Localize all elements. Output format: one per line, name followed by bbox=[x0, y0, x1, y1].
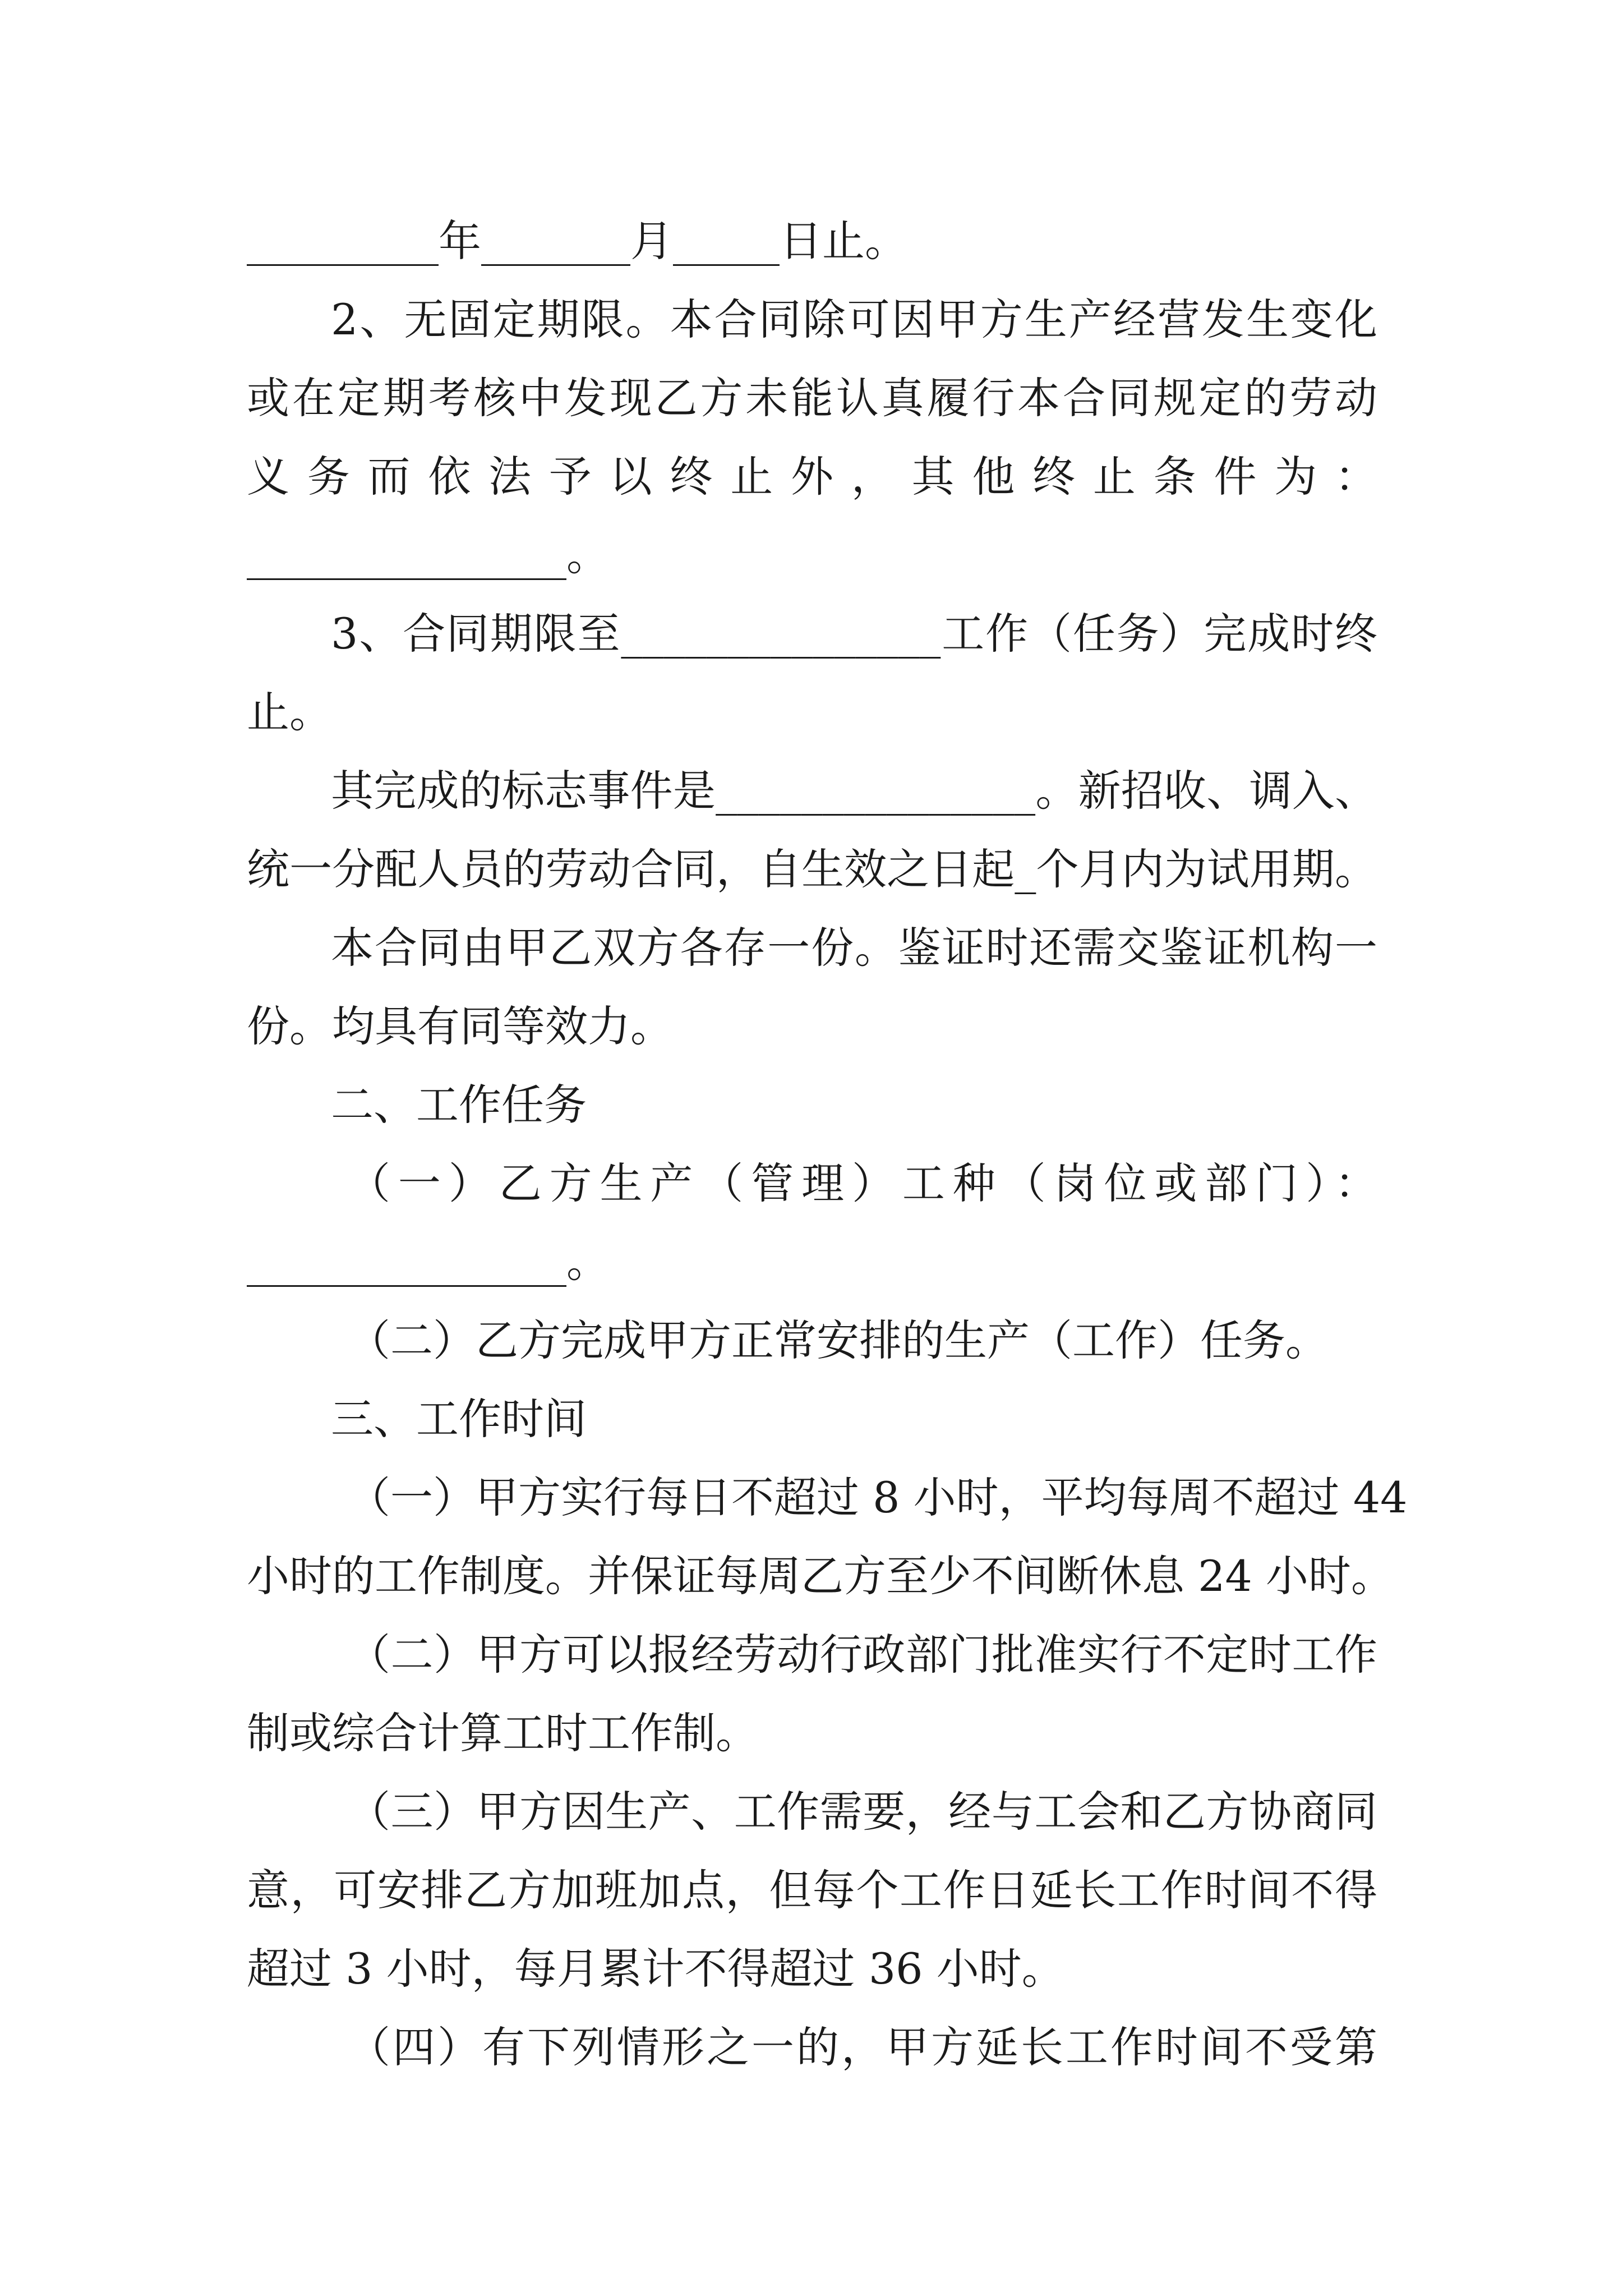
text-line: 制或综合计算工时工作制。 bbox=[247, 1708, 758, 1758]
text-line-blank: _______________。 bbox=[247, 530, 609, 580]
text-line: 超过 3 小时，每月累计不得超过 36 小时。 bbox=[247, 1944, 1064, 1994]
text-line: 统一分配人员的劳动合同，自生效之日起_个月内为试用期。 bbox=[247, 844, 1377, 894]
text-line-date-blanks: _________年_______月_____日止。 bbox=[247, 216, 907, 266]
text-line: （二）甲方可以报经劳动行政部门批准实行不定时工作 bbox=[348, 1630, 1377, 1680]
text-line: （四）有下列情形之一的，甲方延长工作时间不受第 bbox=[348, 2022, 1377, 2072]
text-line: （二）乙方完成甲方正常安排的生产（工作）任务。 bbox=[348, 1315, 1328, 1365]
text-line-clause-3: 3、合同期限至_______________工作（任务）完成时终 bbox=[331, 609, 1377, 659]
text-line: （三）甲方因生产、工作需要，经与工会和乙方协商同 bbox=[348, 1787, 1377, 1837]
text-line-blank: _______________。 bbox=[247, 1237, 609, 1287]
text-line: 意，可安排乙方加班加点，但每个工作日延长工作时间不得 bbox=[247, 1865, 1377, 1915]
text-line: 义务而依法予以终止外，其他终止条件为： bbox=[247, 452, 1377, 501]
text-line: （一）甲方实行每日不超过 8 小时，平均每周不超过 44 bbox=[348, 1473, 1408, 1522]
text-line: 份。均具有同等效力。 bbox=[247, 1001, 673, 1051]
text-line: 小时的工作制度。并保证每周乙方至少不间断休息 24 小时。 bbox=[247, 1551, 1394, 1601]
text-line: 其完成的标志事件是_______________。新招收、调入、 bbox=[331, 766, 1377, 816]
text-line: （一）乙方生产（管理）工种（岗位或部门）： bbox=[348, 1158, 1377, 1208]
section-heading-work-time: 三、工作时间 bbox=[331, 1394, 587, 1444]
section-heading-work-tasks: 二、工作任务 bbox=[331, 1080, 587, 1130]
text-line: 或在定期考核中发现乙方未能认真履行本合同规定的劳动 bbox=[247, 373, 1377, 423]
text-line: 止。 bbox=[247, 687, 332, 737]
text-line: 本合同由甲乙双方各存一份。鉴证时还需交鉴证机构一 bbox=[331, 923, 1377, 973]
text-line-clause-2: 2、无固定期限。本合同除可因甲方生产经营发生变化 bbox=[331, 295, 1377, 344]
